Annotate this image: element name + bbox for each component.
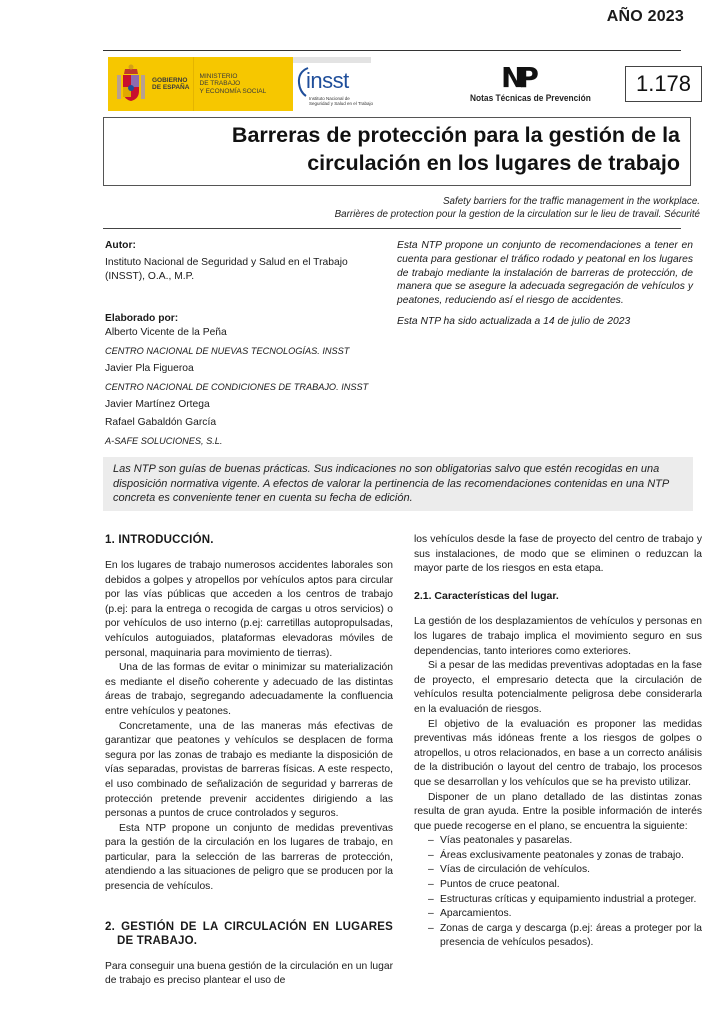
ministry-line3: Y ECONOMÍA SOCIAL — [199, 87, 267, 95]
insst-sub2: Seguridad y Salud en el Trabajo — [309, 101, 374, 106]
paragraph: Una de las formas de evitar o minimizar su materialización es mediante el diseño coherente y adecuado de las distintas áreas de trabajo, segregando adecuadamente la confluencia entre vehículos y peatones. — [105, 662, 393, 717]
np-logo — [470, 61, 600, 104]
subsection-heading: 2.1. Características del lugar. — [414, 589, 559, 602]
person-name: Rafael Gabaldón García — [105, 417, 217, 428]
subtitle-french: Barrières de protection pour la gestion de la circulation sur le lieu de travail. Sécurité — [334, 209, 700, 220]
right-column — [414, 533, 702, 951]
paragraph: El objetivo de la evaluación es proponer las medidas preventivas más idóneas frente a los riesgos de golpes o atropellos, u otros relacionados, en base a un correcto análisis de la distribución o layout del centro de trabajo, los procesos que se desarrollan y los vehículos que se ha previsto utilizar. — [414, 718, 702, 788]
disclaimer-notice: Las NTP son guías de buenas prácticas. Sus indicaciones no son obligatorias salvo que estén recogidas en una disposición normativa vigente. A efectos de valorar la pertinencia de las recomendaciones contenidas en una NTP concreta es conveniente tener en cuenta su fecha de edición. — [103, 457, 693, 511]
section-heading: 2. GESTIÓN DE LA CIRCULACIÓN EN LUGARES DE TRABAJO. — [105, 920, 393, 947]
person-institution: A-SAFE SOLUCIONES, S.L. — [105, 436, 223, 446]
person-institution: CENTRO NACIONAL DE NUEVAS TECNOLOGÍAS. INSST — [105, 346, 350, 356]
list-item: – Vías de circulación de vehículos. — [428, 863, 702, 878]
left-column — [105, 533, 393, 989]
paragraph: La gestión de los desplazamientos de vehículos y personas en los lugares de trabajo implica el movimiento seguro en sus dependencias, tanto interiores como exteriores. — [414, 616, 702, 657]
paragraph: Concretamente, una de las maneras más efectivas de garantizar que peatones y vehículos se desplacen de forma segura por las zonas de trabajo es mediante la disposición de vías separadas, provistas de barreras físicas. A este respecto, el uso combinado de señalización de seguridad y barreras de protección pretende prevenir accidentes dirigiendo a las personas a puntos de cruce controlados y seguros. — [105, 720, 393, 820]
insst-sub1: Instituto Nacional de — [309, 96, 350, 101]
ntp-number: 1.178 — [625, 66, 702, 102]
gov-line2: DE ESPAÑA — [152, 84, 190, 91]
person-name: Javier Martínez Ortega — [105, 399, 210, 410]
list-item: – Aparcamientos. — [428, 907, 702, 922]
list-item: – Puntos de cruce peatonal. — [428, 878, 702, 893]
prepared-label: Elaborado por: — [105, 313, 179, 324]
paragraph: Si a pesar de las medidas preventivas adoptadas en la fase de proyecto, el empresario detecta que la circulación de vehículos resulta potencialmente peligrosa debe considerarla en la evaluación de riesgos. — [414, 660, 702, 715]
list-item: – Estructuras críticas y equipamiento industrial a proteger. — [428, 893, 702, 908]
title-line2: circulación en los lugares de trabajo — [307, 151, 680, 175]
insst-word: insst — [306, 68, 349, 93]
title-line1: Barreras de protección para la gestión de la — [231, 123, 680, 147]
header-rule — [103, 50, 681, 51]
author-line2: (INSST), O.A., M.P. — [105, 271, 195, 282]
paragraph: Esta NTP propone un conjunto de medidas preventivas para la gestión de la circulación en los lugares de trabajo, en particular, para la selección de las barreras de protección, atendiendo a las situaciones de peligro que se producen por la presencia de vehículos. — [105, 822, 393, 893]
coat-of-arms-icon — [116, 63, 146, 105]
document-title — [232, 121, 680, 177]
insst-bar — [293, 57, 371, 63]
paragraph: En los lugares de trabajo numerosos accidentes laborales son debidos a golpes y atropellos por vehículos aptos para circular por las vías públicas que acceden a los centros de trabajo (p.ej: para la entrega o recogida de cargas u otros servicios) o por vehículos de uso interno (p.ej: carretillas autopropulsadas, vehículos autoguiados, plataformas elevadoras móviles de personal, maquinaria para movimiento de tierras). — [105, 560, 393, 659]
np-subtitle: Notas Técnicas de Prevención — [470, 93, 591, 104]
year-label: AÑO 2023 — [606, 8, 684, 25]
list-item: – Zonas de carga y descarga (p.ej: áreas a proteger por la presencia de vehículos pesados). — [428, 922, 702, 951]
np-mark: NP — [501, 61, 533, 94]
translated-titles — [335, 195, 700, 221]
ministry-line2: DE TRABAJO — [199, 80, 241, 88]
gov-line1: GOBIERNO — [152, 76, 188, 84]
info-list — [414, 834, 702, 951]
list-item: – Vías peatonales y pasarelas. — [428, 834, 702, 849]
government-logo — [108, 57, 293, 111]
ministry-line1: MINISTERIO — [199, 72, 238, 80]
paragraph: Para conseguir una buena gestión de la circulación en un lugar de trabajo es preciso plantear el uso de — [105, 960, 393, 987]
insst-logo — [296, 66, 406, 110]
person-name: Alberto Vicente de la Peña — [105, 327, 227, 338]
subtitle-english: Safety barriers for the traffic management in the workplace. — [442, 196, 700, 207]
abstract: Esta NTP propone un conjunto de recomendaciones a tener en cuenta para gestionar el tráfico rodado y peatonal en los lugares de trabajo mediante la instalación de barreras de protección, de manera que se asegure la adecuada segregación de vehículos y peatones, reduciendo así el riesgo de accidentes. — [397, 240, 693, 307]
author-line1: Instituto Nacional de Seguridad y Salud en el Trabajo — [105, 257, 348, 268]
person-institution: CENTRO NACIONAL DE CONDICIONES DE TRABAJO. INSST — [105, 382, 369, 392]
authors-block — [105, 239, 395, 448]
paragraph: los vehículos desde la fase de proyecto del centro de trabajo y sus instalaciones, de modo que se eliminen o reduzcan la mayor parte de los riesgos en esta etapa. — [414, 534, 702, 575]
author-label: Autor: — [105, 240, 136, 251]
section-heading: 1. INTRODUCCIÓN. — [105, 534, 214, 546]
list-item: – Áreas exclusivamente peatonales y zonas de trabajo. — [428, 849, 702, 864]
updated-date: Esta NTP ha sido actualizada a 14 de julio de 2023 — [397, 316, 631, 327]
section-rule — [103, 228, 681, 229]
person-name: Javier Pla Figueroa — [105, 363, 194, 374]
paragraph: Disponer de un plano detallado de las distintas zonas resulta de gran ayuda. Entre la posible información de interés que puede recogerse en el plano, se encuentra la siguiente: — [414, 791, 702, 832]
